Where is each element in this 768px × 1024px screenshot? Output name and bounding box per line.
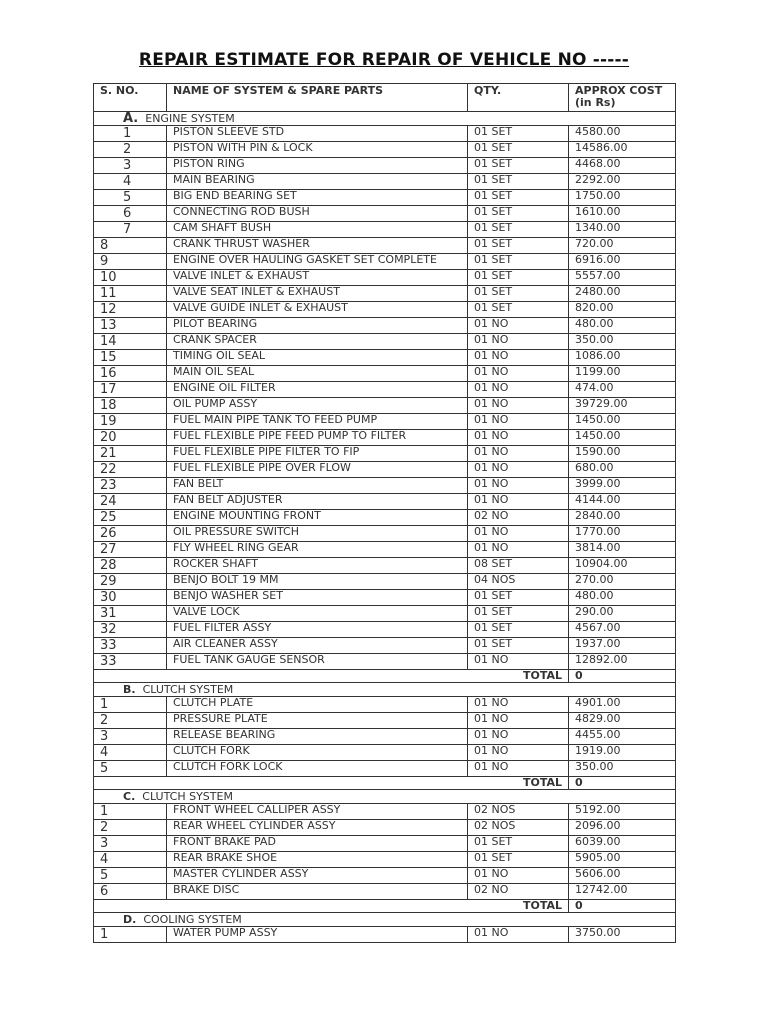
cell-part-name: PISTON SLEEVE STD xyxy=(167,126,468,142)
header-cost-line1: APPROX COST xyxy=(575,84,663,97)
total-row xyxy=(94,670,676,683)
cell-part-name: RELEASE BEARING xyxy=(167,729,468,745)
cell-part-name: PRESSURE PLATE xyxy=(167,713,468,729)
table-row xyxy=(94,697,676,713)
cell-sno: 31 xyxy=(94,606,167,622)
cell-sno: 22 xyxy=(94,462,167,478)
cell-cost: 39729.00 xyxy=(569,398,676,414)
cell-sno: 12 xyxy=(94,302,167,318)
cell-sno: 21 xyxy=(94,446,167,462)
cell-sno: 20 xyxy=(94,430,167,446)
total-row xyxy=(94,777,676,790)
cell-qty: 01 NO xyxy=(468,697,569,713)
table-row xyxy=(94,142,676,158)
header-cost xyxy=(569,84,676,112)
cell-qty: 01 SET xyxy=(468,254,569,270)
table-row xyxy=(94,430,676,446)
cell-sno: 23 xyxy=(94,478,167,494)
cell-qty: 01 SET xyxy=(468,126,569,142)
cell-cost: 1937.00 xyxy=(569,638,676,654)
section-letter: D. xyxy=(123,913,137,926)
section-header xyxy=(94,112,676,126)
cell-part-name: CLUTCH FORK LOCK xyxy=(167,761,468,777)
cell-qty: 08 SET xyxy=(468,558,569,574)
cell-part-name: MASTER CYLINDER ASSY xyxy=(167,868,468,884)
cell-cost: 1199.00 xyxy=(569,366,676,382)
cell-qty: 01 NO xyxy=(468,526,569,542)
cell-cost: 1770.00 xyxy=(569,526,676,542)
cell-part-name: VALVE GUIDE INLET & EXHAUST xyxy=(167,302,468,318)
cell-sno: 7 xyxy=(94,222,167,238)
cell-sno: 3 xyxy=(94,836,167,852)
cell-cost: 2096.00 xyxy=(569,820,676,836)
cell-part-name: AIR CLEANER ASSY xyxy=(167,638,468,654)
cell-sno: 5 xyxy=(94,190,167,206)
cell-cost: 1086.00 xyxy=(569,350,676,366)
cell-sno: 6 xyxy=(94,206,167,222)
cell-qty: 02 NOS xyxy=(468,804,569,820)
cell-cost: 10904.00 xyxy=(569,558,676,574)
cell-cost: 4580.00 xyxy=(569,126,676,142)
table-row xyxy=(94,558,676,574)
cell-qty: 01 NO xyxy=(468,542,569,558)
cell-cost: 4829.00 xyxy=(569,713,676,729)
total-label: TOTAL xyxy=(94,900,569,913)
cell-sno: 2 xyxy=(94,142,167,158)
cell-cost: 480.00 xyxy=(569,590,676,606)
cell-cost: 4455.00 xyxy=(569,729,676,745)
table-row xyxy=(94,574,676,590)
table-row xyxy=(94,713,676,729)
table-row xyxy=(94,804,676,820)
table-row xyxy=(94,270,676,286)
cell-sno: 3 xyxy=(94,729,167,745)
cell-qty: 01 SET xyxy=(468,174,569,190)
cell-cost: 820.00 xyxy=(569,302,676,318)
cell-qty: 02 NO xyxy=(468,510,569,526)
cell-sno: 19 xyxy=(94,414,167,430)
cell-qty: 01 SET xyxy=(468,142,569,158)
cell-part-name: OIL PUMP ASSY xyxy=(167,398,468,414)
table-row xyxy=(94,606,676,622)
section-header-row xyxy=(94,790,676,804)
header-name: NAME OF SYSTEM & SPARE PARTS xyxy=(167,84,468,112)
cell-part-name: MAIN BEARING xyxy=(167,174,468,190)
total-row xyxy=(94,900,676,913)
cell-qty: 01 SET xyxy=(468,836,569,852)
table-row xyxy=(94,590,676,606)
table-row xyxy=(94,366,676,382)
cell-cost: 474.00 xyxy=(569,382,676,398)
table-row xyxy=(94,222,676,238)
cell-qty: 01 NO xyxy=(468,868,569,884)
table-row xyxy=(94,745,676,761)
cell-part-name: FRONT WHEEL CALLIPER ASSY xyxy=(167,804,468,820)
cell-qty: 02 NOS xyxy=(468,820,569,836)
table-row xyxy=(94,884,676,900)
cell-part-name: VALVE LOCK xyxy=(167,606,468,622)
cell-qty: 01 NO xyxy=(468,334,569,350)
cell-qty: 01 SET xyxy=(468,270,569,286)
cell-part-name: VALVE INLET & EXHAUST xyxy=(167,270,468,286)
cell-part-name: FLY WHEEL RING GEAR xyxy=(167,542,468,558)
cell-cost: 2480.00 xyxy=(569,286,676,302)
cell-cost: 3999.00 xyxy=(569,478,676,494)
cell-part-name: PISTON RING xyxy=(167,158,468,174)
cell-qty: 01 NO xyxy=(468,713,569,729)
cell-cost: 1450.00 xyxy=(569,430,676,446)
cell-cost: 1750.00 xyxy=(569,190,676,206)
cell-cost: 3814.00 xyxy=(569,542,676,558)
cell-cost: 5192.00 xyxy=(569,804,676,820)
cell-sno: 4 xyxy=(94,174,167,190)
table-row xyxy=(94,126,676,142)
table-row xyxy=(94,638,676,654)
cell-part-name: PISTON WITH PIN & LOCK xyxy=(167,142,468,158)
cell-sno: 4 xyxy=(94,852,167,868)
cell-qty: 01 NO xyxy=(468,462,569,478)
table-row xyxy=(94,510,676,526)
cell-cost: 1590.00 xyxy=(569,446,676,462)
table-row xyxy=(94,622,676,638)
section-name: ENGINE SYSTEM xyxy=(145,112,235,125)
cell-cost: 290.00 xyxy=(569,606,676,622)
cell-cost: 6916.00 xyxy=(569,254,676,270)
cell-part-name: REAR WHEEL CYLINDER ASSY xyxy=(167,820,468,836)
cell-part-name: ENGINE OVER HAULING GASKET SET COMPLETE xyxy=(167,254,468,270)
total-value: 0 xyxy=(569,900,676,913)
header-sno: S. NO. xyxy=(94,84,167,112)
cell-part-name: ENGINE MOUNTING FRONT xyxy=(167,510,468,526)
cell-cost: 1610.00 xyxy=(569,206,676,222)
cell-sno: 10 xyxy=(94,270,167,286)
table-row xyxy=(94,206,676,222)
cell-qty: 01 NO xyxy=(468,729,569,745)
cell-sno: 27 xyxy=(94,542,167,558)
cell-sno: 1 xyxy=(94,126,167,142)
cell-part-name: FUEL FLEXIBLE PIPE FEED PUMP TO FILTER xyxy=(167,430,468,446)
section-header xyxy=(94,790,676,804)
cell-qty: 01 NO xyxy=(468,398,569,414)
cell-sno: 1 xyxy=(94,804,167,820)
cell-sno: 11 xyxy=(94,286,167,302)
cell-part-name: OIL PRESSURE SWITCH xyxy=(167,526,468,542)
cell-part-name: CRANK SPACER xyxy=(167,334,468,350)
cell-part-name: ROCKER SHAFT xyxy=(167,558,468,574)
cell-sno: 13 xyxy=(94,318,167,334)
table-row xyxy=(94,526,676,542)
table-row xyxy=(94,927,676,943)
cell-cost: 2292.00 xyxy=(569,174,676,190)
cell-cost: 1450.00 xyxy=(569,414,676,430)
table-body xyxy=(94,112,676,943)
section-header xyxy=(94,913,676,927)
table-header-row xyxy=(94,84,676,112)
section-name: CLUTCH SYSTEM xyxy=(142,683,234,696)
cell-part-name: FUEL FLEXIBLE PIPE OVER FLOW xyxy=(167,462,468,478)
cell-sno: 33 xyxy=(94,638,167,654)
table-row xyxy=(94,302,676,318)
table-row xyxy=(94,158,676,174)
cell-sno: 15 xyxy=(94,350,167,366)
cell-sno: 2 xyxy=(94,713,167,729)
cell-part-name: CRANK THRUST WASHER xyxy=(167,238,468,254)
cell-cost: 4144.00 xyxy=(569,494,676,510)
cell-sno: 1 xyxy=(94,697,167,713)
cell-qty: 01 SET xyxy=(468,302,569,318)
cell-qty: 01 NO xyxy=(468,654,569,670)
cell-part-name: CLUTCH PLATE xyxy=(167,697,468,713)
cell-sno: 3 xyxy=(94,158,167,174)
table-row xyxy=(94,398,676,414)
table-row xyxy=(94,318,676,334)
cell-cost: 4567.00 xyxy=(569,622,676,638)
section-header-row xyxy=(94,683,676,697)
total-value: 0 xyxy=(569,670,676,683)
cell-qty: 04 NOS xyxy=(468,574,569,590)
cell-cost: 5606.00 xyxy=(569,868,676,884)
table-row xyxy=(94,761,676,777)
cell-part-name: PILOT BEARING xyxy=(167,318,468,334)
cell-qty: 01 NO xyxy=(468,414,569,430)
cell-qty: 01 NO xyxy=(468,927,569,943)
cell-qty: 01 SET xyxy=(468,158,569,174)
cell-part-name: BENJO WASHER SET xyxy=(167,590,468,606)
table-row xyxy=(94,542,676,558)
cell-qty: 01 SET xyxy=(468,638,569,654)
cell-qty: 01 NO xyxy=(468,382,569,398)
cell-cost: 6039.00 xyxy=(569,836,676,852)
table-row xyxy=(94,334,676,350)
cell-cost: 480.00 xyxy=(569,318,676,334)
cell-qty: 01 SET xyxy=(468,852,569,868)
cell-qty: 01 NO xyxy=(468,430,569,446)
cell-sno: 1 xyxy=(94,927,167,943)
cell-sno: 2 xyxy=(94,820,167,836)
cell-cost: 680.00 xyxy=(569,462,676,478)
total-label: TOTAL xyxy=(94,777,569,790)
table-row xyxy=(94,836,676,852)
cell-sno: 8 xyxy=(94,238,167,254)
cell-cost: 14586.00 xyxy=(569,142,676,158)
table-row xyxy=(94,174,676,190)
cell-qty: 01 SET xyxy=(468,222,569,238)
cell-part-name: FUEL FILTER ASSY xyxy=(167,622,468,638)
table-row xyxy=(94,414,676,430)
cell-qty: 01 NO xyxy=(468,745,569,761)
section-header-row xyxy=(94,913,676,927)
cell-sno: 24 xyxy=(94,494,167,510)
cell-qty: 01 SET xyxy=(468,622,569,638)
cell-sno: 30 xyxy=(94,590,167,606)
cell-sno: 29 xyxy=(94,574,167,590)
cell-part-name: FAN BELT ADJUSTER xyxy=(167,494,468,510)
cell-qty: 01 SET xyxy=(468,606,569,622)
table-row xyxy=(94,820,676,836)
section-letter: A. xyxy=(123,111,139,126)
cell-cost: 5557.00 xyxy=(569,270,676,286)
table-row xyxy=(94,494,676,510)
cell-part-name: CONNECTING ROD BUSH xyxy=(167,206,468,222)
table-row xyxy=(94,868,676,884)
section-letter: C. xyxy=(123,790,136,803)
header-cost-line2: (in Rs) xyxy=(575,96,616,109)
repair-estimate-table xyxy=(93,83,676,943)
cell-cost: 12742.00 xyxy=(569,884,676,900)
cell-sno: 5 xyxy=(94,761,167,777)
cell-qty: 01 NO xyxy=(468,366,569,382)
table-row xyxy=(94,654,676,670)
cell-qty: 01 SET xyxy=(468,286,569,302)
cell-sno: 17 xyxy=(94,382,167,398)
table-row xyxy=(94,446,676,462)
cell-qty: 01 NO xyxy=(468,494,569,510)
cell-qty: 02 NO xyxy=(468,884,569,900)
cell-part-name: BIG END BEARING SET xyxy=(167,190,468,206)
cell-sno: 32 xyxy=(94,622,167,638)
cell-part-name: FUEL MAIN PIPE TANK TO FEED PUMP xyxy=(167,414,468,430)
cell-part-name: REAR BRAKE SHOE xyxy=(167,852,468,868)
cell-part-name: ENGINE OIL FILTER xyxy=(167,382,468,398)
cell-part-name: TIMING OIL SEAL xyxy=(167,350,468,366)
cell-sno: 14 xyxy=(94,334,167,350)
cell-qty: 01 NO xyxy=(468,761,569,777)
cell-part-name: BENJO BOLT 19 MM xyxy=(167,574,468,590)
cell-cost: 1340.00 xyxy=(569,222,676,238)
section-name: COOLING SYSTEM xyxy=(143,913,242,926)
cell-cost: 1919.00 xyxy=(569,745,676,761)
total-label: TOTAL xyxy=(94,670,569,683)
cell-sno: 5 xyxy=(94,868,167,884)
cell-sno: 28 xyxy=(94,558,167,574)
cell-qty: 01 SET xyxy=(468,206,569,222)
cell-sno: 26 xyxy=(94,526,167,542)
cell-part-name: WATER PUMP ASSY xyxy=(167,927,468,943)
cell-sno: 6 xyxy=(94,884,167,900)
cell-cost: 4901.00 xyxy=(569,697,676,713)
table-row xyxy=(94,190,676,206)
table-row xyxy=(94,852,676,868)
cell-qty: 01 SET xyxy=(468,190,569,206)
table-row xyxy=(94,462,676,478)
section-header-row xyxy=(94,112,676,126)
cell-part-name: FUEL TANK GAUGE SENSOR xyxy=(167,654,468,670)
cell-cost: 270.00 xyxy=(569,574,676,590)
cell-sno: 25 xyxy=(94,510,167,526)
cell-part-name: BRAKE DISC xyxy=(167,884,468,900)
table-row xyxy=(94,254,676,270)
cell-part-name: CAM SHAFT BUSH xyxy=(167,222,468,238)
cell-cost: 350.00 xyxy=(569,334,676,350)
document-title: REPAIR ESTIMATE FOR REPAIR OF VEHICLE NO ----- xyxy=(138,50,630,70)
cell-cost: 5905.00 xyxy=(569,852,676,868)
cell-sno: 4 xyxy=(94,745,167,761)
table-row xyxy=(94,238,676,254)
table-row xyxy=(94,286,676,302)
section-name: CLUTCH SYSTEM xyxy=(142,790,233,803)
cell-sno: 16 xyxy=(94,366,167,382)
cell-sno: 18 xyxy=(94,398,167,414)
cell-qty: 01 NO xyxy=(468,478,569,494)
cell-part-name: FRONT BRAKE PAD xyxy=(167,836,468,852)
cell-cost: 350.00 xyxy=(569,761,676,777)
cell-cost: 720.00 xyxy=(569,238,676,254)
header-qty: QTY. xyxy=(468,84,569,112)
cell-part-name: VALVE SEAT INLET & EXHAUST xyxy=(167,286,468,302)
cell-qty: 01 SET xyxy=(468,238,569,254)
cell-qty: 01 NO xyxy=(468,446,569,462)
cell-sno: 9 xyxy=(94,254,167,270)
cell-qty: 01 NO xyxy=(468,350,569,366)
section-header xyxy=(94,683,676,697)
cell-part-name: CLUTCH FORK xyxy=(167,745,468,761)
cell-part-name: FUEL FLEXIBLE PIPE FILTER TO FIP xyxy=(167,446,468,462)
cell-cost: 3750.00 xyxy=(569,927,676,943)
table-row xyxy=(94,478,676,494)
cell-cost: 4468.00 xyxy=(569,158,676,174)
cell-part-name: MAIN OIL SEAL xyxy=(167,366,468,382)
cell-qty: 01 SET xyxy=(468,590,569,606)
cell-qty: 01 NO xyxy=(468,318,569,334)
table-row xyxy=(94,382,676,398)
table-row xyxy=(94,350,676,366)
cell-cost: 12892.00 xyxy=(569,654,676,670)
cell-part-name: FAN BELT xyxy=(167,478,468,494)
cell-cost: 2840.00 xyxy=(569,510,676,526)
section-letter: B. xyxy=(123,683,136,696)
cell-sno: 33 xyxy=(94,654,167,670)
table-row xyxy=(94,729,676,745)
total-value: 0 xyxy=(569,777,676,790)
